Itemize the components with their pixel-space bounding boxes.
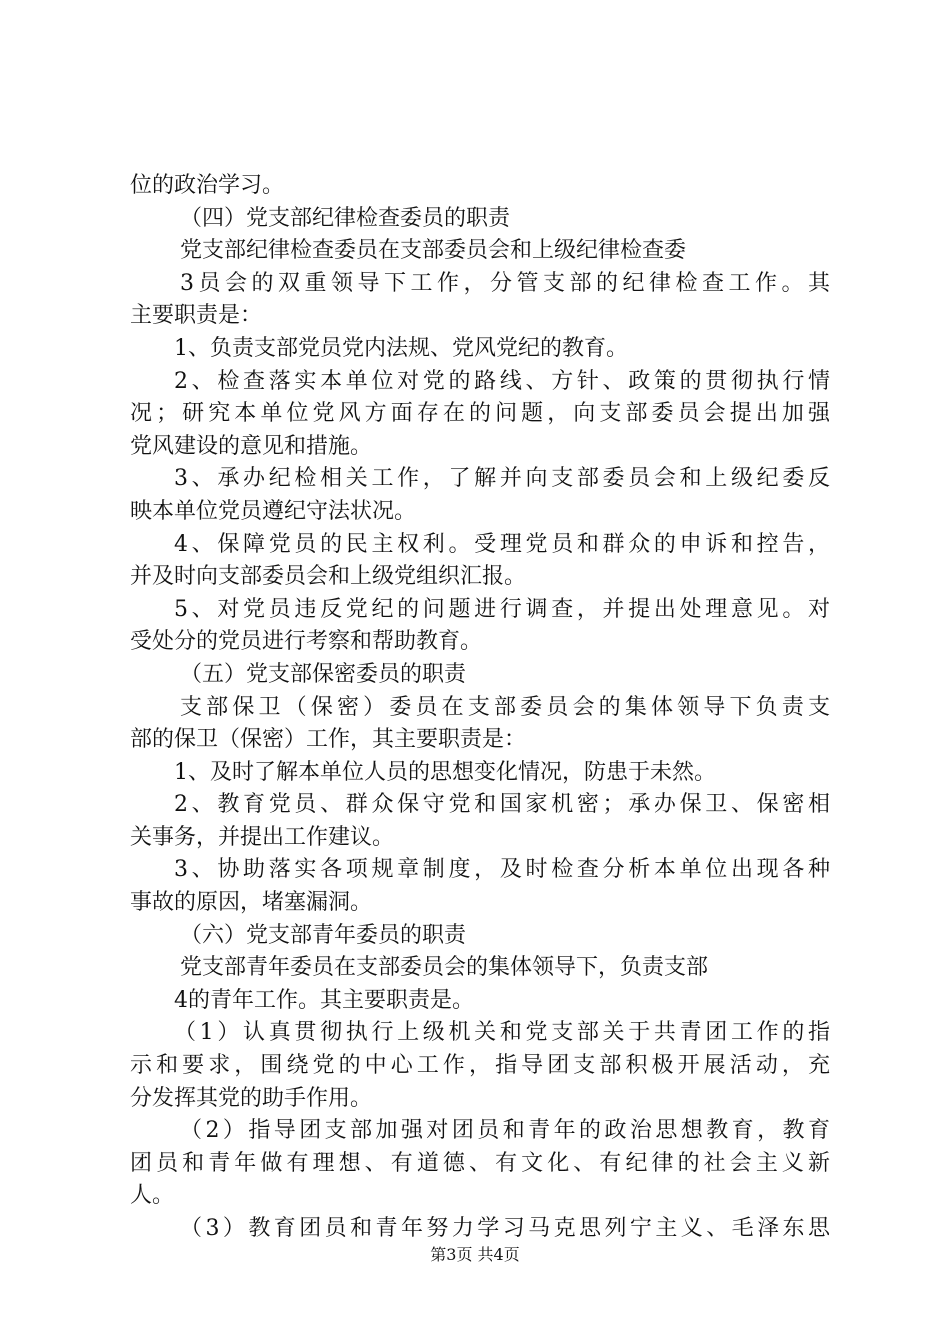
text-line: 党支部青年委员在支部委员会的集体领导下，负责支部 [180,955,709,981]
text-line: 支部保卫（保密）委员在支部委员会的集体领导下负责支 [180,694,830,720]
text-line: 受处分的党员进行考察和帮助教育。 [130,629,483,655]
text-line: 主要职责是： [130,303,263,329]
text-line: 1、负责支部党员党内法规、党风党纪的教育。 [174,335,628,361]
text-line: （1）认真贯彻执行上级机关和党支部关于共青团工作的指 [174,1020,830,1046]
text-line: 3、承办纪检相关工作，了解并向支部委员会和上级纪委反 [174,466,830,492]
section-heading: （六）党支部青年委员的职责 [180,922,467,948]
section-heading: （五）党支部保密委员的职责 [180,661,467,687]
text-line: 3员会的双重领导下工作，分管支部的纪律检查工作。其 [180,270,830,296]
text-line: 位的政治学习。 [130,173,285,198]
text-line: 并及时向支部委员会和上级党组织汇报。 [130,564,527,590]
section-heading: （四）党支部纪律检查委员的职责 [180,205,511,231]
text-line: 党风建设的意见和措施。 [130,433,373,459]
text-line: （3）教育团员和青年努力学习马克思列宁主义、毛泽东思 [180,1216,830,1241]
document-body [130,170,830,1246]
text-line: 2、教育党员、群众保守党和国家机密；承办保卫、保密相 [174,792,830,818]
text-line: 分发挥其党的助手作用。 [130,1085,373,1111]
text-line: 4、保障党员的民主权利。受理党员和群众的申诉和控告， [174,531,830,557]
text-line: 示和要求，围绕党的中心工作，指导团支部积极开展活动，充 [130,1053,830,1079]
text-line: 映本单位党员遵纪守法状况。 [130,498,417,524]
text-line: 4的青年工作。其主要职责是。 [174,987,474,1013]
text-line: 事故的原因，堵塞漏洞。 [130,890,373,916]
text-line: （2）指导团支部加强对团员和青年的政治思想教育，教育 [180,1118,830,1144]
text-line: 3、协助落实各项规章制度，及时检查分析本单位出现各种 [174,857,830,883]
text-line: 1、及时了解本单位人员的思想变化情况，防患于未然。 [174,759,716,785]
text-line: 5、对党员违反党纪的问题进行调查，并提出处理意见。对 [174,596,830,622]
page-number: 第3页 共4页 [430,1245,520,1264]
text-line: 2、检查落实本单位对党的路线、方针、政策的贯彻执行情 [174,368,830,394]
text-line: 部的保卫（保密）工作，其主要职责是： [130,727,527,753]
text-line: 人。 [130,1183,175,1209]
page-footer [0,1245,950,1265]
text-line: 况；研究本单位党风方面存在的问题，向支部委员会提出加强 [130,401,830,427]
text-line: 关事务，并提出工作建议。 [130,824,395,850]
text-line: 党支部纪律检查委员在支部委员会和上级纪律检查委 [180,238,687,264]
text-line: 团员和青年做有理想、有道德、有文化、有纪律的社会主义新 [130,1150,830,1176]
